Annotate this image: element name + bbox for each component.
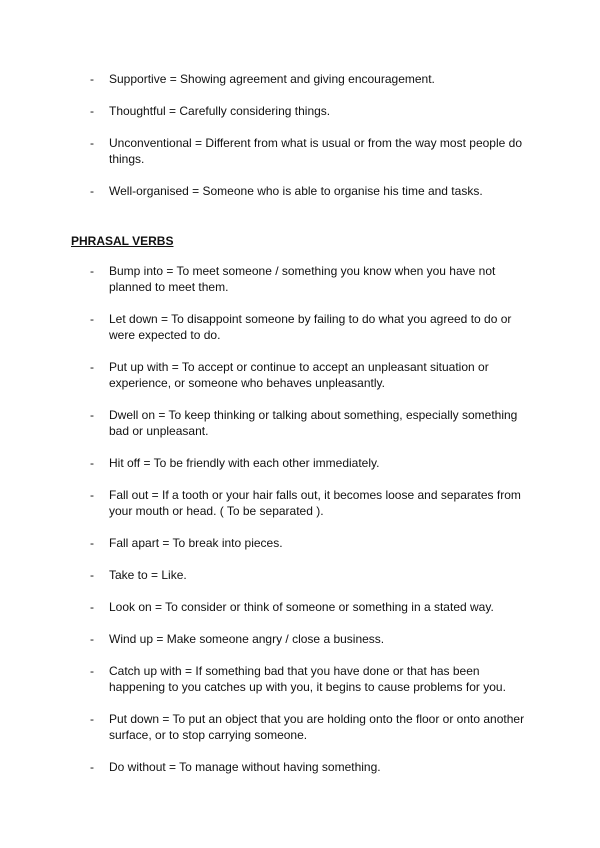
item-text: Dwell on = To keep thinking or talking about something, especially something bad or unpleasant. xyxy=(109,408,518,438)
item-text: Well-organised = Someone who is able to organise his time and tasks. xyxy=(109,184,483,198)
list-item xyxy=(0,535,600,551)
item-text: Catch up with = If something bad that you have done or that has been happening to you catches up with you, it begins to cause problems for you. xyxy=(109,664,506,694)
item-text: Put up with = To accept or continue to accept an unpleasant situation or experience, or someone who behaves unpleasantly. xyxy=(109,360,489,390)
list-item xyxy=(0,663,600,695)
item-text: Take to = Like. xyxy=(109,568,187,582)
item-text: Hit off = To be friendly with each other immediately. xyxy=(109,456,380,470)
bullet-dash: - xyxy=(90,136,94,150)
list-item xyxy=(0,359,600,391)
list-item xyxy=(0,103,600,119)
list-item xyxy=(0,183,600,199)
item-text: Wind up = Make someone angry / close a business. xyxy=(109,632,385,646)
section-heading: PHRASAL VERBS xyxy=(71,234,174,248)
vocabulary-list xyxy=(0,71,600,215)
item-text: Thoughtful = Carefully considering things. xyxy=(109,104,331,118)
bullet-dash: - xyxy=(90,632,94,646)
list-item xyxy=(0,263,600,295)
item-text: Supportive = Showing agreement and giving encouragement. xyxy=(109,72,435,86)
bullet-dash: - xyxy=(90,600,94,614)
list-item xyxy=(0,487,600,519)
bullet-dash: - xyxy=(90,104,94,118)
bullet-dash: - xyxy=(90,488,94,502)
list-item xyxy=(0,631,600,647)
list-item xyxy=(0,455,600,471)
bullet-dash: - xyxy=(90,360,94,374)
phrasal-verbs-list xyxy=(0,263,600,791)
list-item xyxy=(0,311,600,343)
item-text: Unconventional = Different from what is usual or from the way most people do things. xyxy=(109,136,522,166)
list-item xyxy=(0,599,600,615)
bullet-dash: - xyxy=(90,184,94,198)
bullet-dash: - xyxy=(90,264,94,278)
list-item xyxy=(0,71,600,87)
bullet-dash: - xyxy=(90,664,94,678)
list-item xyxy=(0,567,600,583)
bullet-dash: - xyxy=(90,312,94,326)
item-text: Let down = To disappoint someone by failing to do what you agreed to do or were expected to do. xyxy=(109,312,512,342)
item-text: Put down = To put an object that you are holding onto the floor or onto another surface, or to stop carrying someone. xyxy=(109,712,525,742)
bullet-dash: - xyxy=(90,456,94,470)
bullet-dash: - xyxy=(90,712,94,726)
item-text: Fall out = If a tooth or your hair falls out, it becomes loose and separates from your mouth or head. ( To be separated ). xyxy=(109,488,521,518)
bullet-dash: - xyxy=(90,408,94,422)
list-item xyxy=(0,711,600,743)
item-text: Fall apart = To break into pieces. xyxy=(109,536,283,550)
bullet-dash: - xyxy=(90,72,94,86)
bullet-dash: - xyxy=(90,760,94,774)
bullet-dash: - xyxy=(90,568,94,582)
list-item xyxy=(0,135,600,167)
list-item xyxy=(0,407,600,439)
bullet-dash: - xyxy=(90,536,94,550)
item-text: Bump into = To meet someone / something you know when you have not planned to meet them. xyxy=(109,264,496,294)
list-item xyxy=(0,759,600,775)
item-text: Look on = To consider or think of someone or something in a stated way. xyxy=(109,600,494,614)
item-text: Do without = To manage without having something. xyxy=(109,760,381,774)
